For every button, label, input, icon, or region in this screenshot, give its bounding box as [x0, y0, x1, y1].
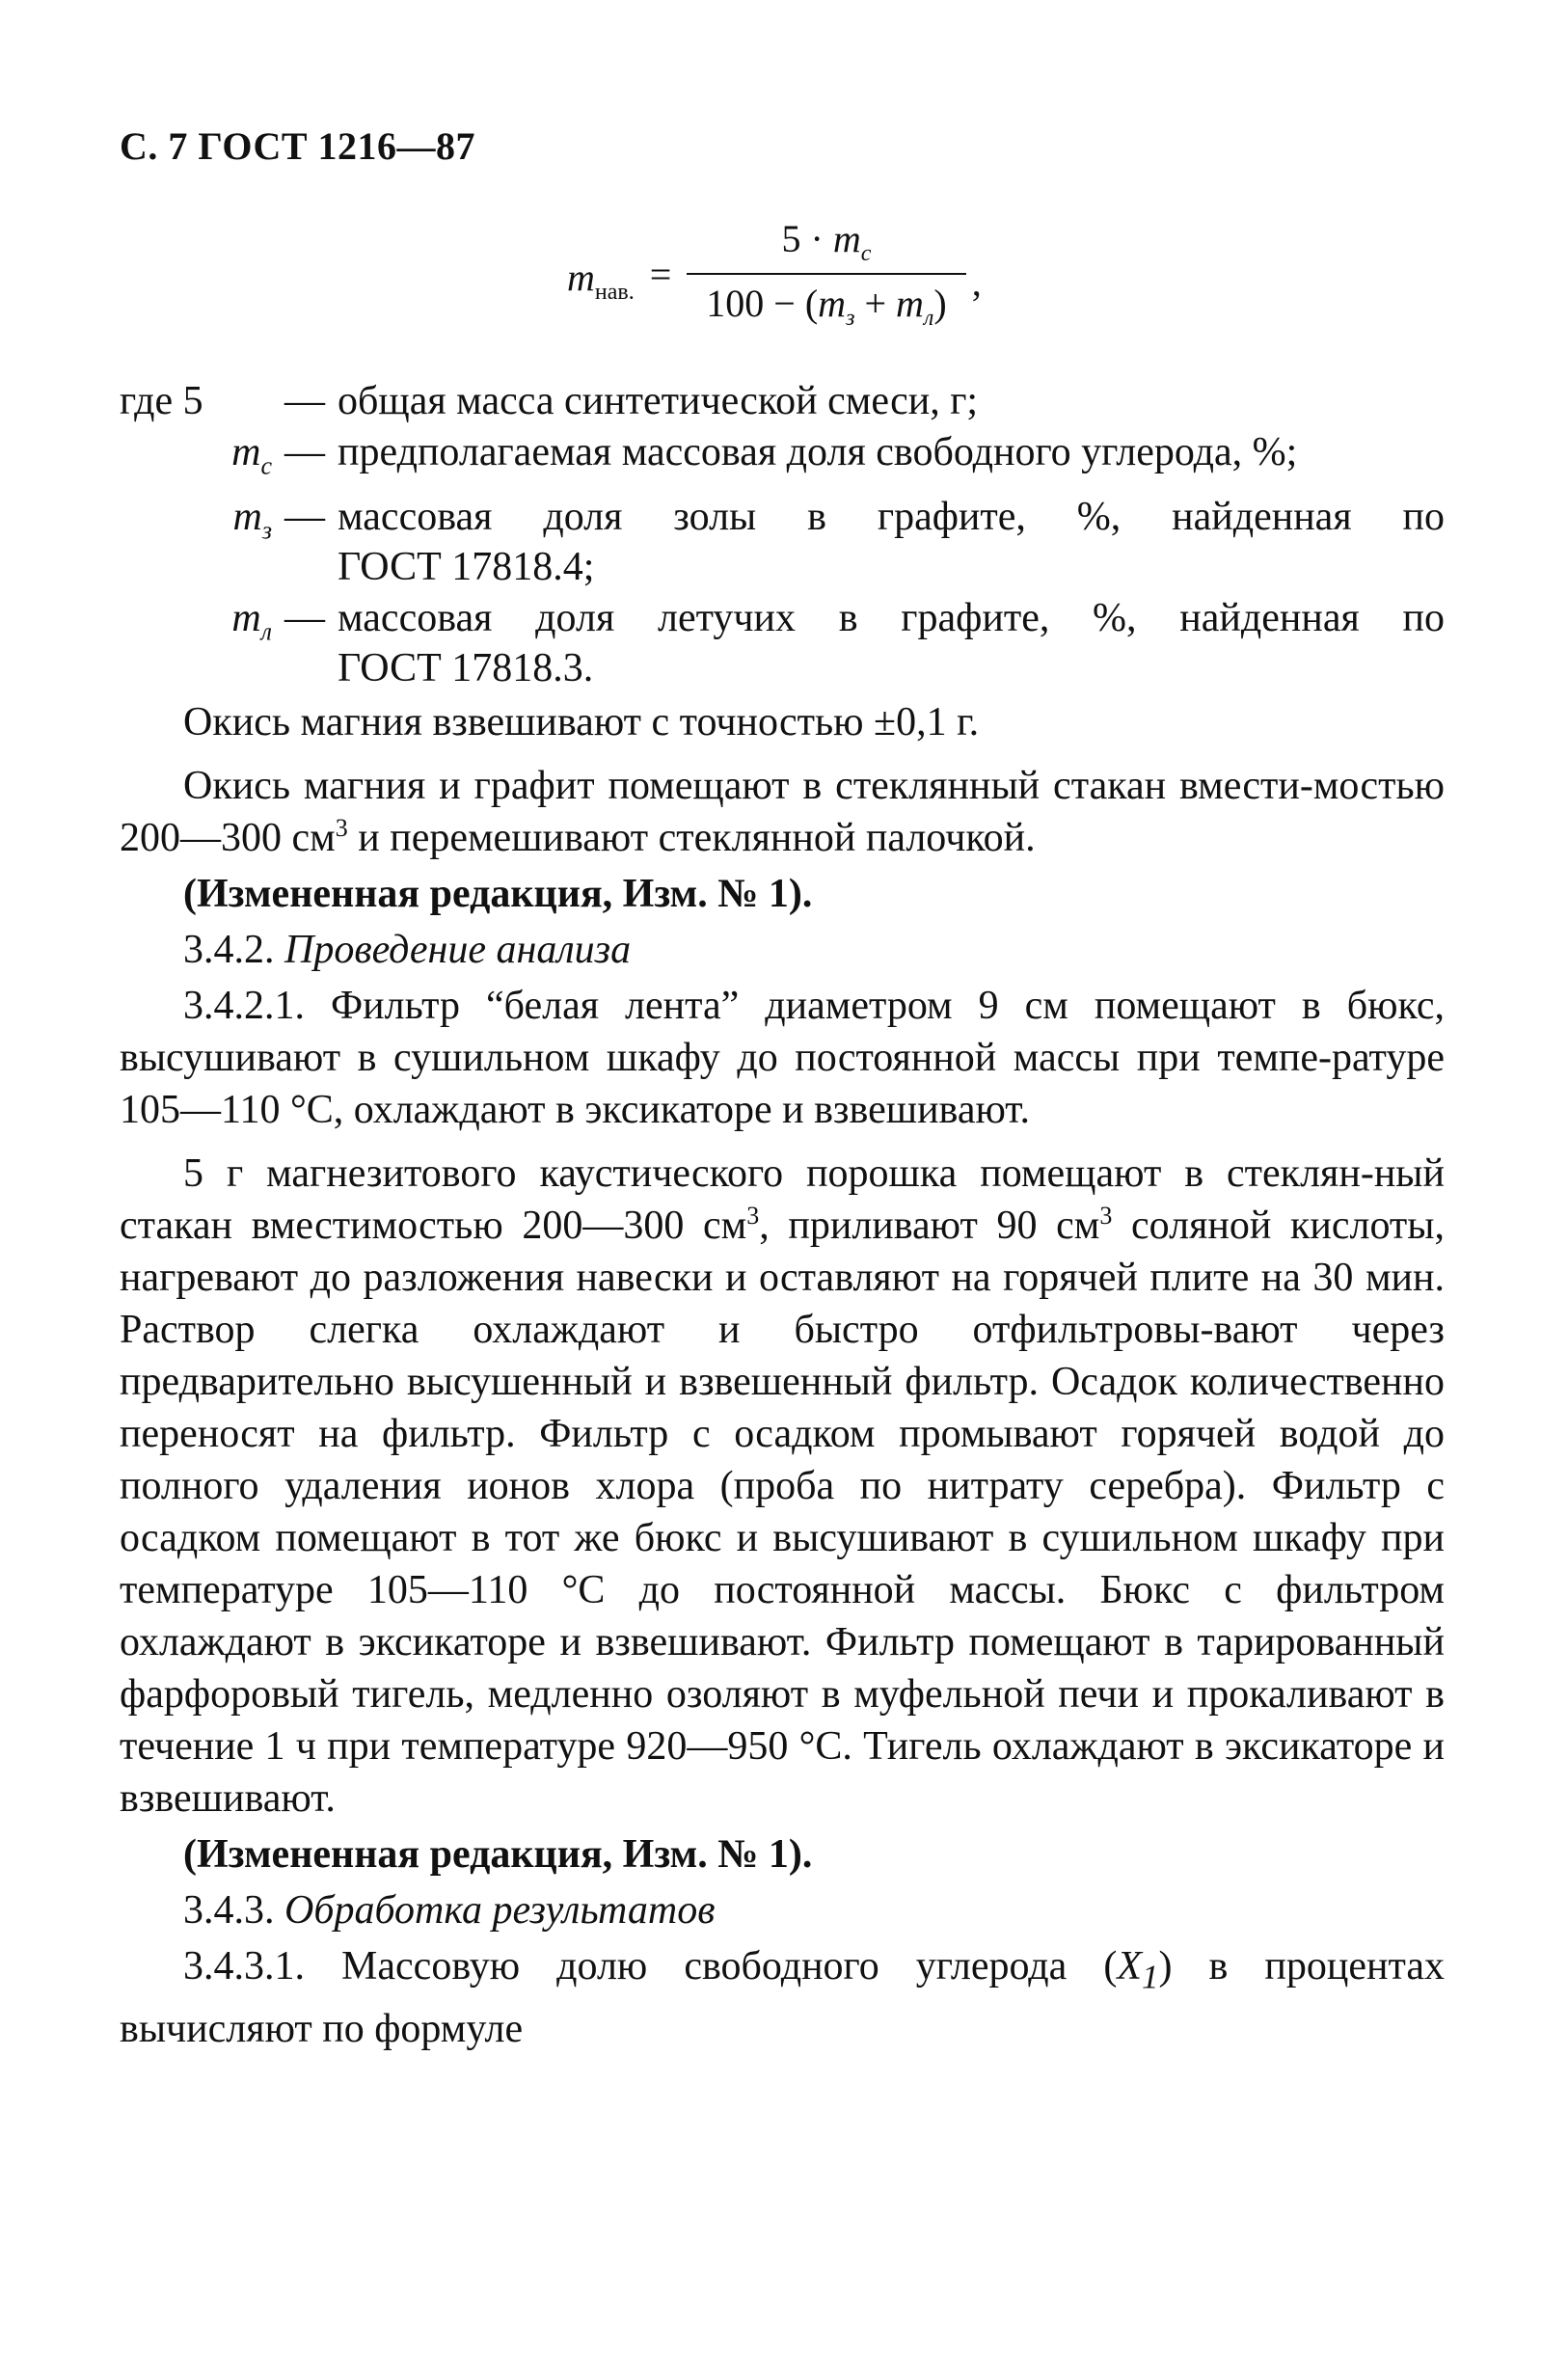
definition-row — [120, 376, 1445, 426]
definition-text: общая масса синтетической смеси, г; — [338, 379, 979, 423]
amendment-note: (Измененная редакция, Изм. № 1). — [183, 872, 813, 916]
definition-dash: — — [284, 430, 325, 474]
page-header: С. 7 ГОСТ 1216—87 — [120, 124, 476, 168]
definition-text: предполагаемая массовая доля свободного углерода, %; — [338, 430, 1298, 474]
definition-symbol: где 5 — [120, 379, 203, 423]
definition-row — [120, 492, 1445, 592]
paragraph: 5 г магнезитового каустического порошка помещают в стеклян-ный стакан вместимостью 200—300 $см^3$, приливают 90 $см^3$ соляной кислоты, нагревают до разложения навески и оставляют на горячей плите на 30 мин. Раствор слегка охлаждают и быстро отфильтровы-вают через предварительно высушенный и взвешенный фильтр. Осадок количественно переносят на фильтр. Фильтр с осадком промывают горячей водой до полного удаления ионов хлора (проба по нитрату серебра). Фильтр с осадком помещают в тот же бюкс и высушивают в сушильном шкафу при температуре 105—110 °С до постоянной массы. Бюкс с фильтром охлаждают в эксикаторе и взвешивают. Фильтр помещают в тарированный фарфоровый тигель, медленно озоляют в муфельной печи и прокаливают в течение 1 ч при температуре 920—950 °С. Тигель охлаждают в эксикаторе и взвешивают. — [120, 1151, 1445, 1821]
definition-symbol: $m_л$ — [231, 596, 272, 646]
definition-dash: — — [284, 596, 325, 641]
variable-definitions — [120, 376, 1445, 694]
amendment-note: (Измененная редакция, Изм. № 1). — [183, 1832, 813, 1877]
paragraph: 3.4.2.1. Фильтр “белая лента” диаметром 9 см помещают в бюкс, высушивают в сушильном шкафу до постоянной массы при темпе-ратуре 105—110 °С, охлаждают в эксикаторе и взвешивают. — [120, 984, 1445, 1132]
paragraph: Окись магния и графит помещают в стеклянный стакан вмести-мостью 200—300 $см^3$ и перемешивают стеклянной палочкой. — [120, 764, 1445, 860]
definition-text: массовая доля летучих в графите, %, найденная по ГОСТ 17818.3. — [338, 596, 1445, 691]
section-heading: 3.4.3. Обработка результатов — [183, 1888, 716, 1933]
definition-row — [120, 593, 1445, 693]
paragraph: Окись магния взвешивают с точностью ±0,1 г. — [183, 700, 980, 744]
formula-fraction — [687, 216, 965, 332]
definition-symbol: $m_з$ — [232, 495, 272, 545]
formula-numerator: $5 \cdot m_с$ — [781, 217, 872, 266]
definition-text: массовая доля золы в графите, %, найденная по ГОСТ 17818.4; — [338, 495, 1445, 590]
formula-m-nav — [567, 216, 982, 332]
formula-lhs: $m_{нав.}$ — [567, 255, 635, 305]
formula-denominator: $100 - (m_з + m_л)$ — [687, 273, 965, 332]
definition-symbol: $m_с$ — [231, 430, 272, 480]
formula-equals: = — [649, 252, 672, 296]
definition-dash: — — [284, 379, 325, 423]
definition-dash: — — [284, 495, 325, 540]
formula-comma: , — [971, 259, 982, 304]
document-body — [120, 696, 1445, 2067]
paragraph: 3.4.3.1. Массовую долю свободного углерода $(X_1)$ в процентах вычисляют по формуле — [120, 1944, 1445, 2052]
section-heading: 3.4.2. Проведение анализа — [183, 928, 632, 972]
definition-row — [120, 427, 1445, 491]
